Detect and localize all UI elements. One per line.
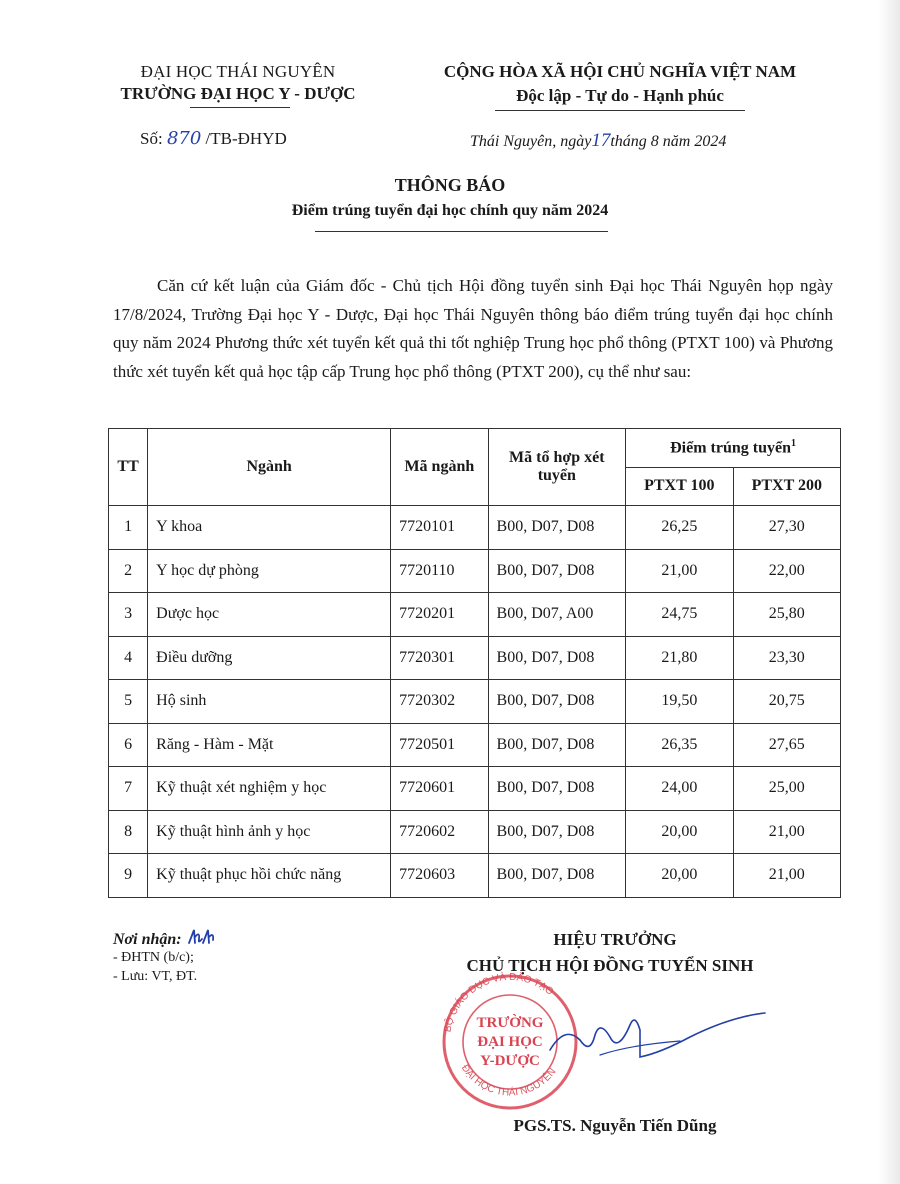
row-major: Kỹ thuật hình ảnh y học (148, 810, 391, 854)
notice-subtitle: Điểm trúng tuyển đại học chính quy năm 2024 (291, 202, 609, 219)
row-tt: 4 (109, 636, 148, 680)
stamp-ring-top: BỘ GIÁO DỤC VÀ ĐÀO TẠO (442, 971, 556, 1034)
org-parent: ĐẠI HỌC THÁI NGUYÊN (140, 62, 336, 81)
row-code: 7720201 (391, 593, 488, 637)
row-combo: B00, D07, D08 (488, 506, 626, 550)
signer-name: PGS.TS. Nguyễn Tiến Dũng (513, 1116, 717, 1135)
row-tt: 3 (109, 593, 148, 637)
row-score-100: 19,50 (626, 680, 733, 724)
row-code: 7720602 (391, 810, 488, 854)
row-code: 7720302 (391, 680, 488, 724)
row-tt: 5 (109, 680, 148, 724)
row-combo: B00, D07, D08 (488, 636, 626, 680)
row-score-200: 22,00 (733, 549, 840, 593)
row-score-200: 27,65 (733, 723, 840, 767)
motto-underline (495, 110, 745, 111)
recipient-item: - Lưu: VT, ĐT. (113, 969, 198, 984)
row-score-200: 21,00 (733, 810, 840, 854)
row-code: 7720101 (391, 506, 488, 550)
row-score-100: 20,00 (626, 810, 733, 854)
handwritten-initials-icon (186, 927, 216, 947)
row-code: 7720301 (391, 636, 488, 680)
row-tt: 6 (109, 723, 148, 767)
row-score-100: 21,00 (626, 549, 733, 593)
date-day-handwritten: 17 (591, 130, 611, 151)
table-row (109, 723, 841, 767)
document-number (140, 128, 287, 149)
table-row (109, 506, 841, 550)
notice-title: THÔNG BÁO (394, 175, 506, 195)
doc-no-prefix: Số: (140, 129, 163, 148)
row-major: Kỹ thuật phục hồi chức năng (148, 854, 391, 898)
stamp-line-3: Y-DƯỢC (480, 1053, 540, 1069)
row-combo: B00, D07, D08 (488, 810, 626, 854)
row-combo: B00, D07, D08 (488, 680, 626, 724)
row-combo: B00, D07, D08 (488, 549, 626, 593)
row-code: 7720501 (391, 723, 488, 767)
row-score-100: 20,00 (626, 854, 733, 898)
header-ptxt200: PTXT 200 (733, 467, 840, 506)
doc-no-suffix: /TB-ĐHYD (205, 129, 287, 148)
table-row (109, 810, 841, 854)
score-group-label: Điểm trúng tuyển (670, 439, 791, 457)
row-score-200: 23,30 (733, 636, 840, 680)
row-major: Dược học (148, 593, 391, 637)
row-tt: 1 (109, 506, 148, 550)
row-tt: 7 (109, 767, 148, 811)
subtitle-underline (315, 231, 608, 232)
row-tt: 2 (109, 549, 148, 593)
row-combo: B00, D07, D08 (488, 723, 626, 767)
header-code: Mã ngành (391, 429, 488, 506)
row-score-100: 24,00 (626, 767, 733, 811)
row-code: 7720110 (391, 549, 488, 593)
signer-title: HIỆU TRƯỞNG (553, 930, 677, 949)
row-score-200: 27,30 (733, 506, 840, 550)
header-combo: Mã tổ hợp xét tuyển (488, 429, 626, 506)
row-score-100: 26,35 (626, 723, 733, 767)
recipients-label-text: Nơi nhận: (113, 931, 182, 948)
header-ptxt100: PTXT 100 (626, 467, 733, 506)
row-major: Y học dự phòng (148, 549, 391, 593)
row-combo: B00, D07, D08 (488, 767, 626, 811)
row-score-100: 24,75 (626, 593, 733, 637)
row-major: Y khoa (148, 506, 391, 550)
motto: Độc lập - Tự do - Hạnh phúc (516, 86, 724, 105)
row-code: 7720601 (391, 767, 488, 811)
header-tt: TT (109, 429, 148, 506)
table-row (109, 854, 841, 898)
stamp-line-2: ĐẠI HỌC (477, 1034, 543, 1050)
row-score-100: 26,25 (626, 506, 733, 550)
score-group-footnote: 1 (790, 438, 796, 450)
org-name: TRƯỜNG ĐẠI HỌC Y - DƯỢC (120, 84, 356, 103)
recipient-item: - ĐHTN (b/c); (113, 950, 194, 965)
row-major: Hộ sinh (148, 680, 391, 724)
table-row (109, 767, 841, 811)
document-date (470, 130, 726, 152)
header-score-group (626, 429, 841, 468)
row-score-200: 21,00 (733, 854, 840, 898)
table-row (109, 636, 841, 680)
row-major: Kỹ thuật xét nghiệm y học (148, 767, 391, 811)
nation-title: CỘNG HÒA XÃ HỘI CHỦ NGHĨA VIỆT NAM (443, 62, 797, 81)
row-tt: 9 (109, 854, 148, 898)
row-score-200: 25,80 (733, 593, 840, 637)
row-tt: 8 (109, 810, 148, 854)
row-code: 7720603 (391, 854, 488, 898)
stamp-ring-bottom: ĐẠI HỌC THÁI NGUYÊN (458, 1062, 559, 1099)
table-row (109, 680, 841, 724)
stamp-line-1: TRƯỜNG (476, 1015, 544, 1031)
row-score-200: 25,00 (733, 767, 840, 811)
row-score-200: 20,75 (733, 680, 840, 724)
table-row (109, 593, 841, 637)
row-combo: B00, D07, A00 (488, 593, 626, 637)
row-major: Răng - Hàm - Mặt (148, 723, 391, 767)
date-prefix: Thái Nguyên, ngày (470, 133, 592, 150)
date-suffix: tháng 8 năm 2024 (610, 133, 727, 150)
row-major: Điều dưỡng (148, 636, 391, 680)
signer-title-2: CHỦ TỊCH HỘI ĐỒNG TUYỂN SINH (466, 956, 754, 975)
admission-score-table (108, 428, 841, 898)
table-row (109, 549, 841, 593)
handwritten-signature-icon (540, 995, 780, 1075)
header-major: Ngành (148, 429, 391, 506)
notice-body: Căn cứ kết luận của Giám đốc - Chủ tịch Hội đồng tuyển sinh Đại học Thái Nguyên họp ngày 17/8/2024, Trường Đại học Y - Dược, Đại học Thái Nguyên thông báo điểm trúng tuyển đại học chính quy năm 2024 Phương thức xét tuyển kết quả thi tốt nghiệp Trung học phổ thông (PTXT 100) và Phương thức xét tuyển kết quả học tập cấp Trung học phổ thông (PTXT 200), cụ thể như sau: (113, 276, 833, 381)
doc-no-handwritten: 870 (166, 128, 202, 149)
recipients-label (113, 927, 216, 949)
org-underline (190, 107, 290, 108)
row-combo: B00, D07, D08 (488, 854, 626, 898)
row-score-100: 21,80 (626, 636, 733, 680)
